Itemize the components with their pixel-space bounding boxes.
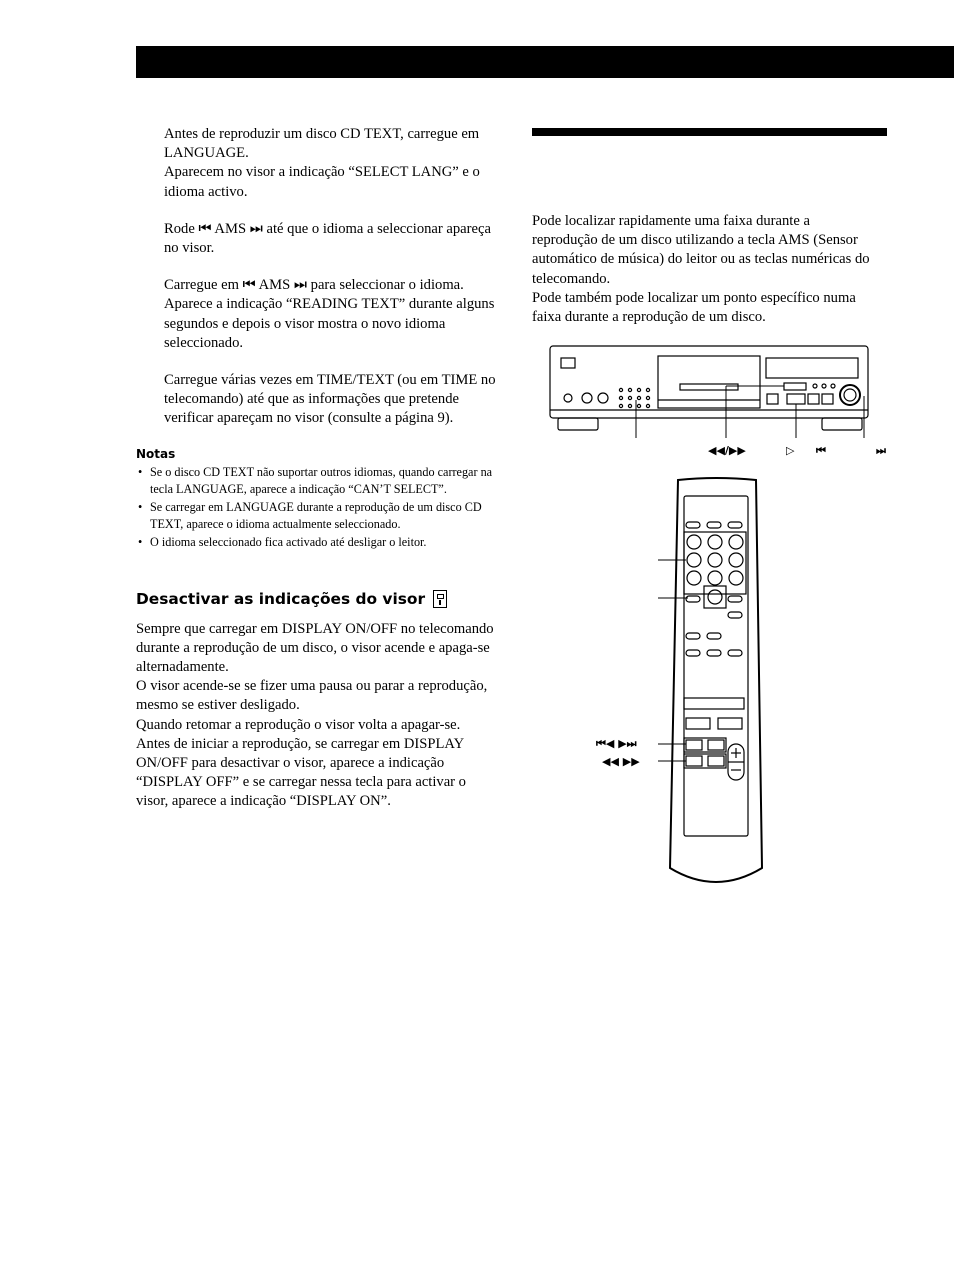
remote-control-illustration [670, 478, 762, 882]
note-item: • Se o disco CD TEXT não suportar outros idiomas, quando carregar na tecla LANGUAGE, aparece a indicação “CAN’T SELECT”. [136, 464, 496, 499]
notes-title: Notas [136, 446, 176, 461]
remote-ams-label: ⏮◀ ▶⏭ [596, 737, 637, 750]
note-item: • O idioma seleccionado fica activado até desligar o leitor. [136, 534, 496, 552]
display-paragraph: Sempre que carregar em DISPLAY ON/OFF no telecomando durante a reprodução de um disco, o visor acende e apaga-se alternadamente. [136, 620, 494, 676]
step-3-text: Carregue em ⏮ AMS ⏭ para seleccionar o idioma. [164, 277, 464, 294]
intro-paragraph: Pode também pode localizar um ponto específico numa faixa durante a reprodução de um disco. [532, 289, 856, 326]
display-paragraph: O visor acende-se se fizer uma pausa ou parar a reprodução, mesmo se estiver desligado. [136, 678, 488, 714]
intro-paragraph: Pode localizar rapidamente uma faixa durante a reprodução de um disco utilizando a tecla AMS (Sensor automático de música) do leitor ou as teclas numéricas do telecomando. [532, 213, 870, 287]
display-paragraph: Antes de iniciar a reprodução, se carregar em DISPLAY ON/OFF para desactivar o visor, aparece a indicação “DISPLAY OFF” e se carregar nessa tecla para activar o visor, aparece a indicação “DISPLAY ON”. [136, 735, 466, 810]
step-3-result: Aparece a indicação “READING TEXT” durante alguns segundos e depois o visor mostra o novo idioma seleccionado. [164, 296, 495, 351]
player-prev-label: ⏮ [816, 444, 826, 457]
step-4-text: Carregue várias vezes em TIME/TEXT (ou em TIME no telecomando) até que as informações que pretende verificar apareçam no visor (consulte a página 9). [164, 372, 496, 427]
remote-search-label: ◀◀ ▶▶ [602, 755, 640, 768]
cd-player-illustration [550, 346, 868, 430]
display-paragraph: Quando retomar a reprodução o visor volta a apagar-se. [136, 716, 461, 733]
step-1-result: Aparecem no visor a indicação “SELECT LANG” e o idioma activo. [164, 164, 480, 200]
player-search-label: ◀◀/▶▶ [708, 444, 746, 457]
step-2-text: Rode ⏮ AMS ⏭ até que o idioma a seleccionar apareça no visor. [164, 220, 491, 257]
player-next-label: ⏭ [876, 444, 886, 457]
note-item: • Se carregar em LANGUAGE durante a reprodução de um disco CD TEXT, aparece o idioma actualmente seleccionado. [136, 499, 496, 534]
display-heading-text: Desactivar as indicações do visor [136, 589, 426, 608]
player-play-label: ▷ [786, 444, 795, 457]
step-1-text: Antes de reproduzir um disco CD TEXT, carregue em LANGUAGE. [164, 126, 480, 162]
